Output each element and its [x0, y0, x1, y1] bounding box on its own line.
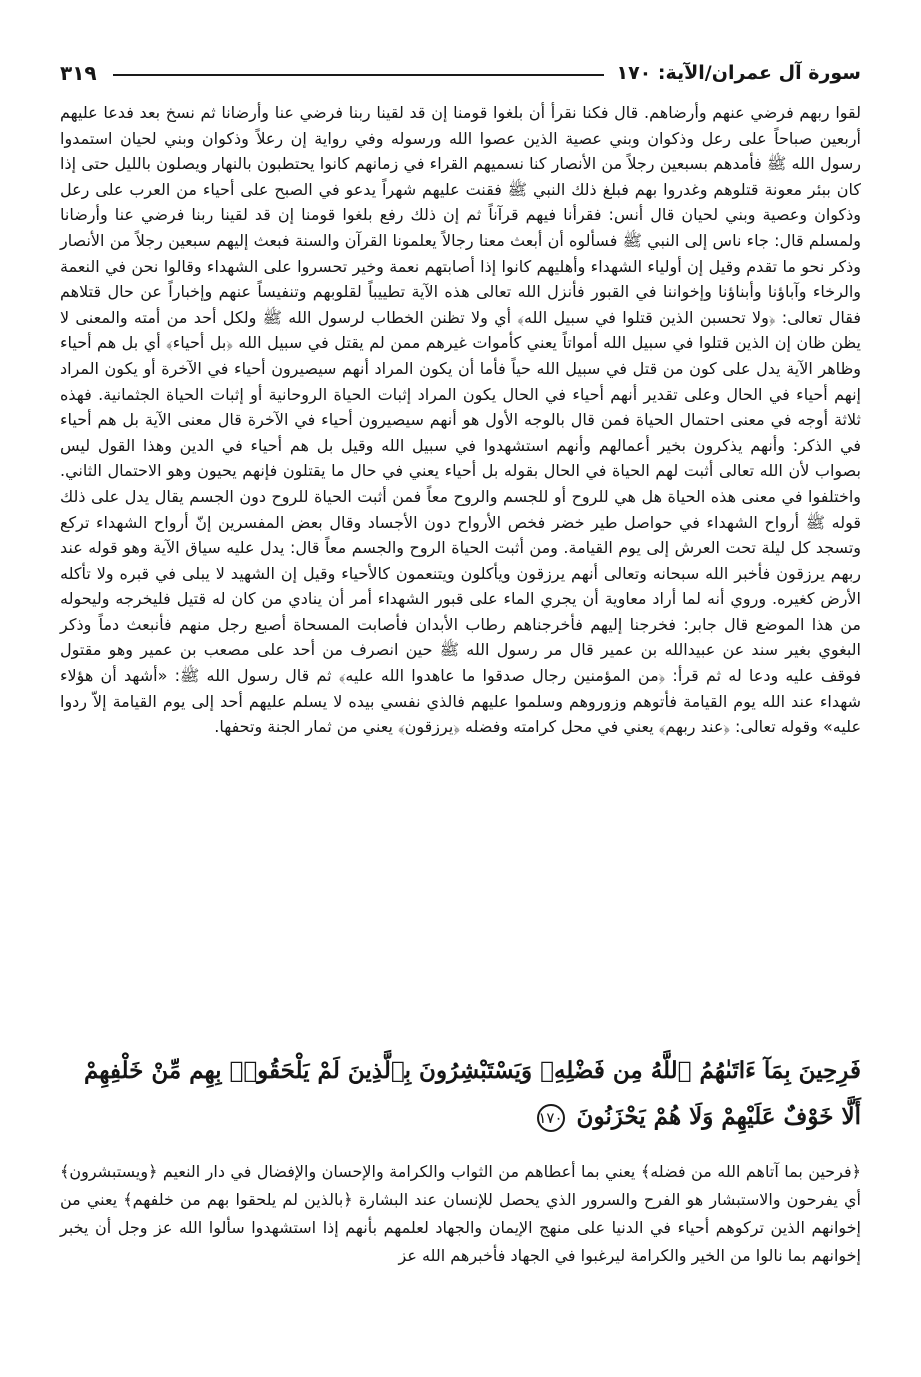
tafsir-text	[60, 1158, 861, 1270]
page-header	[60, 58, 861, 88]
body-paragraph: لقوا ربهم فرضي عنهم وأرضاهم. قال فكنا نقرأ أن بلغوا قومنا إن قد لقينا ربنا فرضي عنا وأرضانا ثم نسخ بعد فدعا عليهم أربعين صباحاً على رعل وذكوان وبني عصية الذين عصوا الله ورسوله وفي رواية إن رعلاً وذكوان وبني لحيان استمدوا رسول الله ﷺ فأمدهم بسبعين رجلاً من الأنصار كنا نسميهم القراء في زمانهم كانوا يحتطبون بالنهار ويصلون بالليل حتى إذا كان ببئر معونة قتلوهم وغدروا بهم فبلغ ذلك النبي ﷺ فقنت عليهم شهراً يدعو في الصبح على أحياء من العرب على رعل وذكوان وعصية وبني لحيان قال أنس: فقرأنا فيهم قرآناً ثم إن ذلك رفع بلغوا قومنا إن قد لقينا ربنا فرضي عنا وأرضانا ولمسلم قال: جاء ناس إلى النبي ﷺ فسألوه أن أبعث معنا رجالاً يعلمونا القرآن والسنة فبعث إليهم سبعين رجلاً من الأنصار وذكر نحو ما تقدم وقيل إن أولياء الشهداء وأهليهم كانوا إذا أصابتهم نعمة وخير تحسروا على الشهداء وقالوا نحن في النعمة والرخاء وآباؤنا وأبناؤنا وإخواننا في القبور فأنزل الله تعالى هذه الآية تطييباً لقلوبهم وتنفيساً عنهم وإخباراً عن حال قتلاهم فقال تعالى: ﴿ولا تحسبن الذين قتلوا في سبيل الله﴾ أي ولا تظنن الخطاب لرسول الله ﷺ ولكل أحد من أمته والمعنى لا يظن ظان إن الذين قتلوا في سبيل الله أمواتاً يعني كأموات غيرهم ممن لم يقتل في سبيل الله ﴿بل أحياء﴾ أي بل هم أحياء وظاهر الآية يدل على كون من قتل في سبيل الله حياً فأما أن يكون المراد أنهم سيصيرون أحياء في الآخرة أو يكون المراد إنهم أحياء في الحال وعلى تقدير أنهم أحياء في الحال يكون المراد إثبات الحياة الروحانية أو إثبات الحياة الجثمانية. فهذه ثلاثة أوجه في معنى احتمال الحياة فمن قال بالوجه الأول هو أنهم سيصيرون أحياء في الآخرة قال معنى الآية بل هم أحياء في الذكر: وأنهم يذكرون بخير أعمالهم وأنهم استشهدوا في سبيل الله وقيل بل هم أحياء في الدين وهذا القول ليس بصواب لأن الله تعالى أثبت لهم الحياة في الحال بقوله بل أحياء يعني في حال ما يقتلون فإنهم يحيون وهو الاحتمال الثاني. واختلفوا في معنى هذه الحياة هل هي للروح أو للجسم والروح معاً فمن أثبت الحياة للروح دون الجسم يقال يدل على ذلك قوله ﷺ أرواح الشهداء في حواصل طير خضر فخص الأرواح دون الأجساد وقال بعض المفسرين إنّ أرواح الشهداء تركع وتسجد كل ليلة تحت العرش إلى يوم القيامة. ومن أثبت الحياة الروح والجسم معاً قال: يدل عليه سياق الآية وهو قوله عند ربهم يرزقون فأخبر الله سبحانه وتعالى أنهم يرزقون ويأكلون ويتنعمون كالأحياء وقيل إن الشهيد لا يبلى في قبره ولا تأكله الأرض كغيره. وروي أنه لما أراد معاوية أن يجري الماء على قبور الشهداء أمر أن ينادي من كان له قتيل فليخرجه وليحوله من هذا الموضع قال جابر: فخرجنا إليهم فأخرجناهم رطاب الأبدان فأصابت المسحاة أصبع رجل منهم فأنبعث دماً وذكر البغوي بغير سند عن عبيدالله بن عمير قال مر رسول الله ﷺ حين انصرف من أحد على مصعب بن عمير وهو مقتول فوقف عليه ودعا له ثم قرأ: ﴿من المؤمنين رجال صدقوا ما عاهدوا الله عليه﴾ ثم قال رسول الله ﷺ: «أشهد أن هؤلاء شهداء عند الله يوم القيامة فأتوهم وزوروهم وسلموا عليهم فالذي نفسي بيده لا يسلم عليهم أحد إلى يوم القيامة إلاّ ردوا عليه» وقوله تعالى: ﴿عند ربهم﴾ يعني في محل كرامته وفضله ﴿يرزقون﴾ يعني من ثمار الجنة وتحفها.	[60, 103, 861, 737]
document-page	[60, 0, 861, 1377]
body-text	[60, 100, 861, 740]
tafsir-paragraph: ﴿فرحين بما آتاهم الله من فضله﴾ يعني بما أعطاهم من الثواب والكرامة والإحسان والإفضال في دار النعيم ﴿ويستبشرون﴾ أي يفرحون والاستبشار هو الفرح والسرور الذي يحصل للإنسان عند البشارة ﴿بالذين لم يلحقوا بهم من خلفهم﴾ يعني من إخوانهم الذين تركوهم أحياء في الدنيا على منهج الإيمان والجهاد لعلمهم بأنهم إذا استشهدوا سألوا الله عز وجل أن يخبر إخوانهم بما نالوا من الخير والكرامة ليرغبوا في الجهاد فأخبرهم الله عز	[60, 1162, 861, 1265]
quran-verse	[60, 1048, 861, 1140]
page-number: ٣١٩	[60, 61, 97, 85]
page-title: سورة آل عمران/الآية: ١٧٠	[616, 62, 861, 84]
header-rule	[113, 74, 605, 76]
ayah-number: ١٧٠	[537, 1104, 565, 1132]
verse-text: فَرِحِينَ بِمَآ ءَاتَىٰهُمُ ٱللَّهُ مِن فَضْلِهِۦ وَيَسْتَبْشِرُونَ بِٱلَّذِينَ لَمْ يَلْحَقُوا۟ بِهِم مِّنْ خَلْفِهِمْ أَلَّا خَوْفٌ عَلَيْهِمْ وَلَا هُمْ يَحْزَنُونَ	[84, 1057, 861, 1130]
